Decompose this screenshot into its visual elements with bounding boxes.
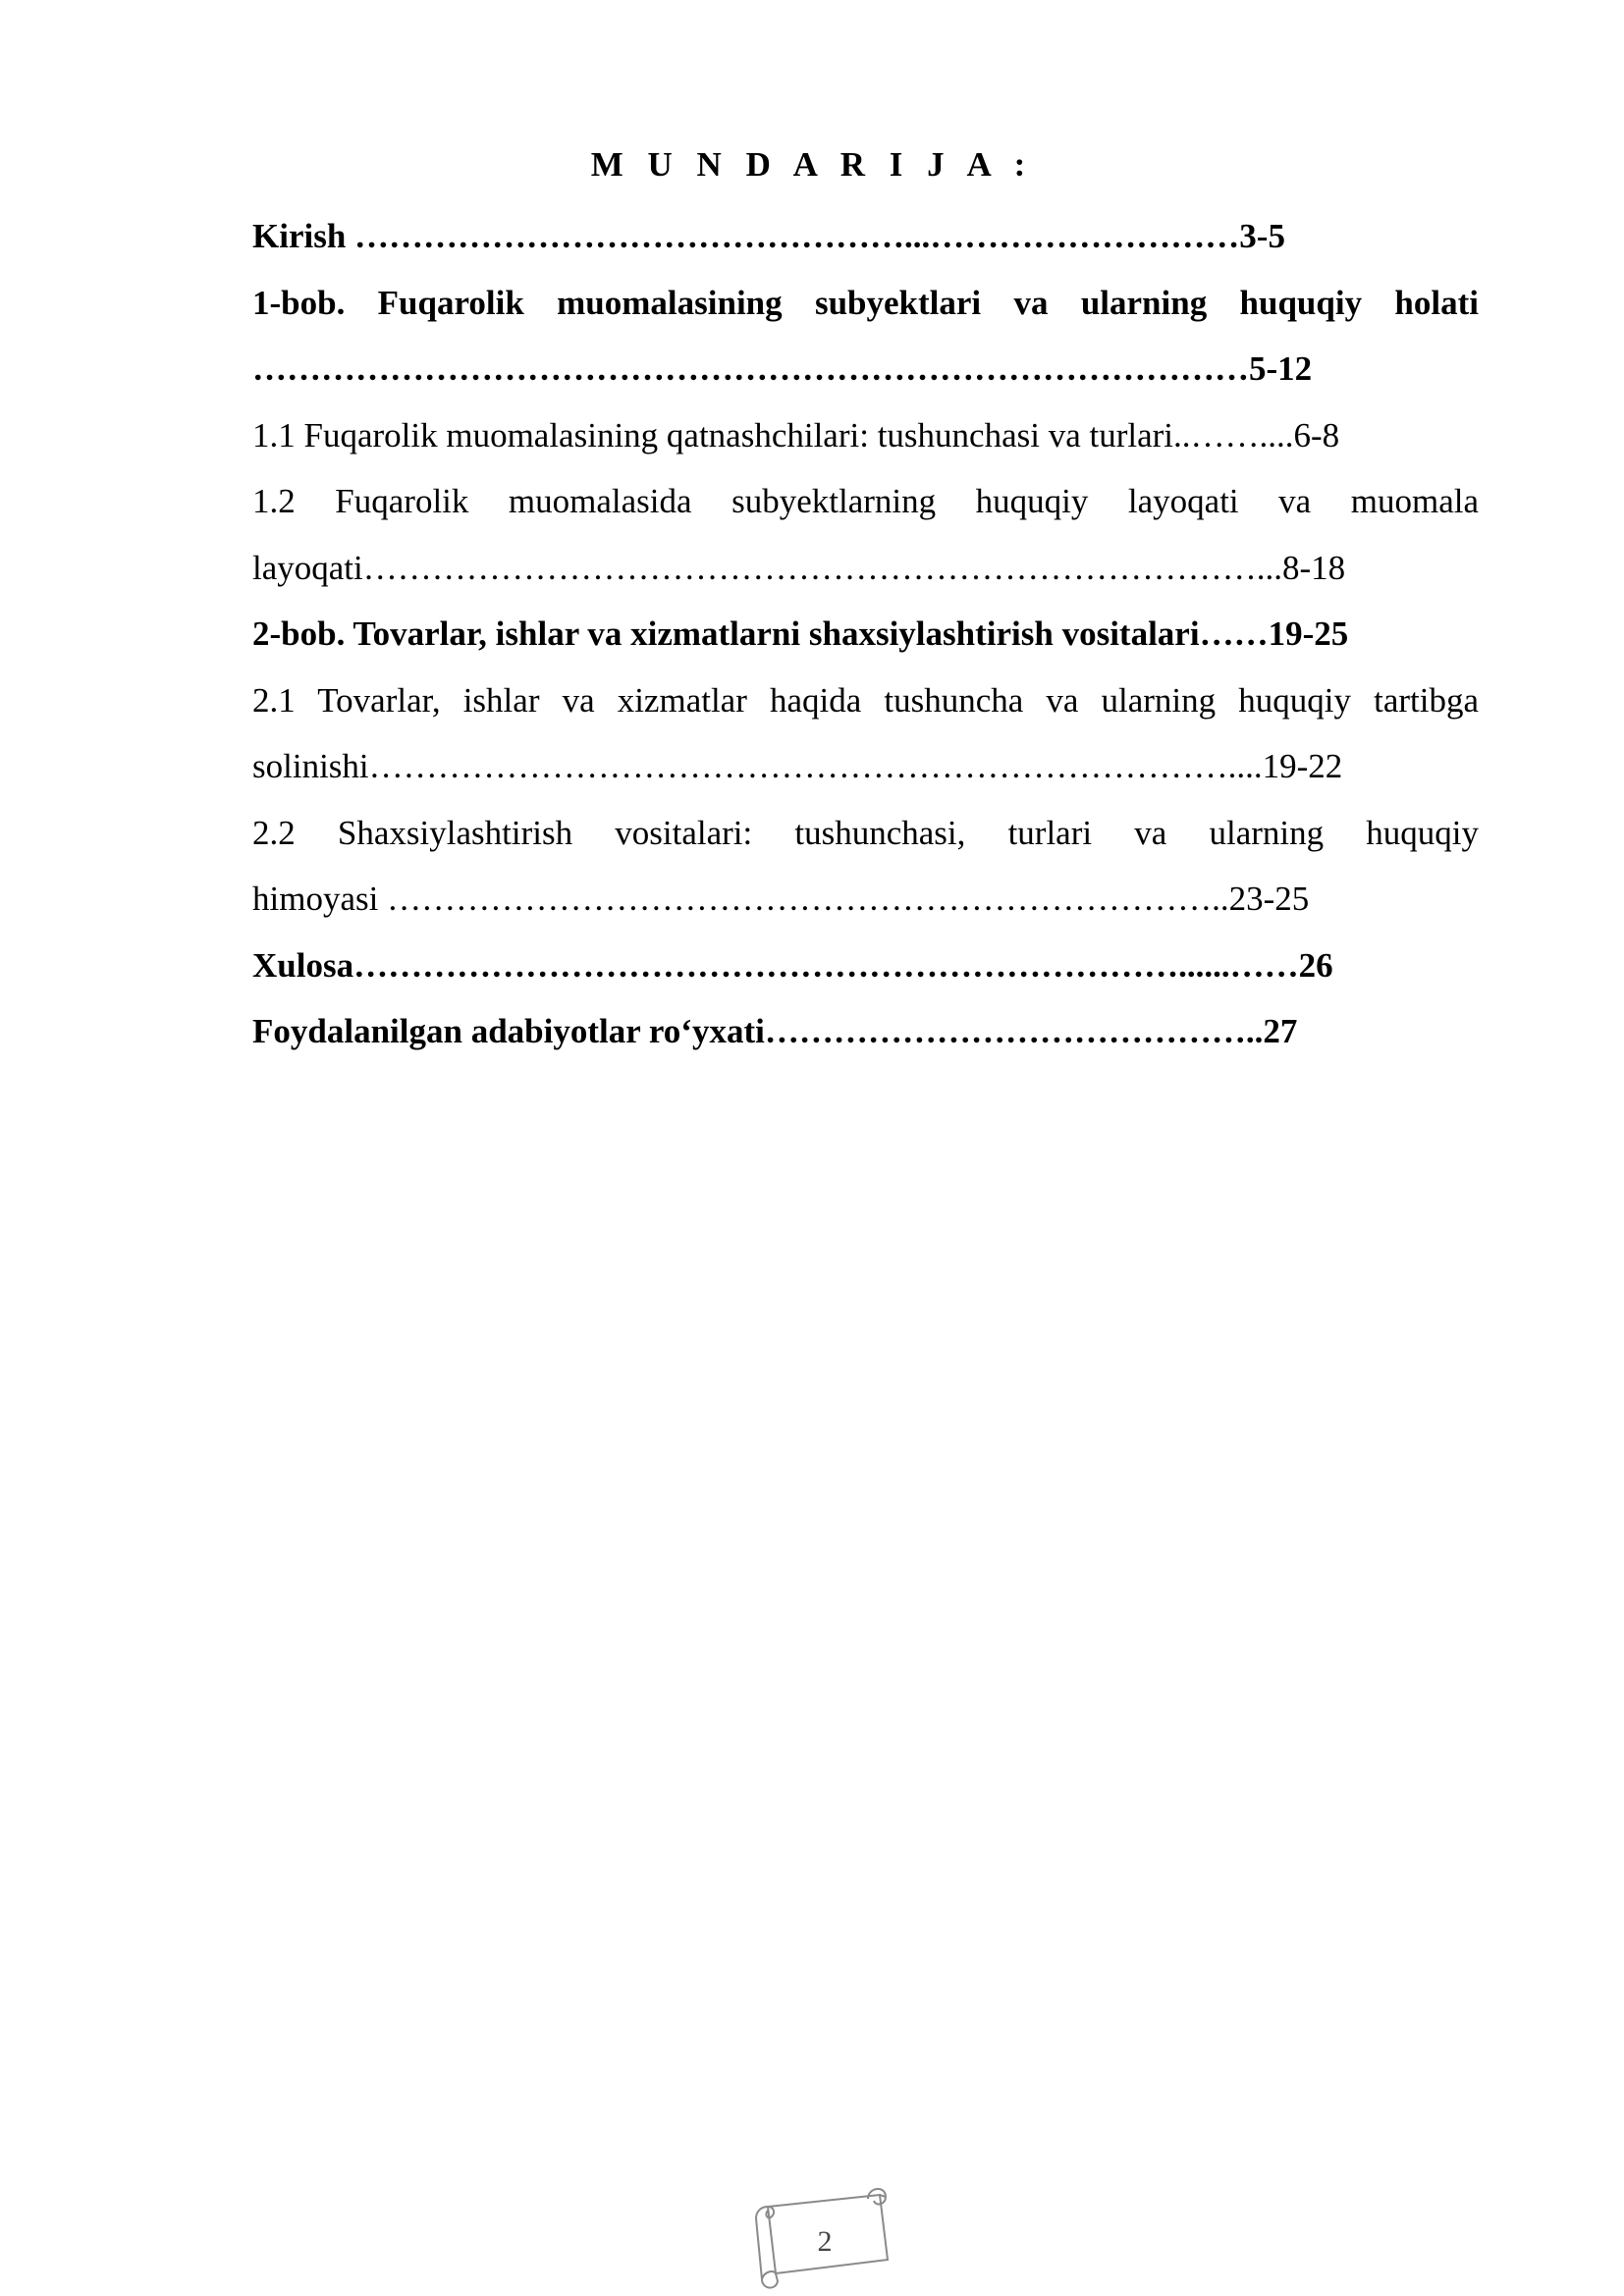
toc-entry-chapter-1: 1-bob. Fuqarolik muomalasining subyektlari va ularning huquqiy holati: [252, 283, 1479, 322]
toc-entry-kirish: Kirish …………………………………………...………………………3-5: [252, 217, 1285, 255]
toc-entry-section-1-1: 1.1 Fuqarolik muomalasining qatnashchilari: tushunchasi va turlari..……....6-8: [252, 415, 1340, 454]
toc-entry-section-2-1: 2.1 Tovarlar, ishlar va xizmatlar haqida tushuncha va ularning huquqiy tartibga: [252, 680, 1479, 720]
toc-entry-section-1-2-pages: layoqati……………………………………………………………………...8-18: [252, 548, 1346, 587]
toc-entry-section-2-1-pages: solinishi…………………………………………………………………....19-22: [252, 747, 1343, 785]
toc-entry-section-2-2: 2.2 Shaxsiylashtirish vositalari: tushunchasi, turlari va ularning huquqiy: [252, 813, 1479, 852]
page-title: M U N D A R I J A :: [590, 145, 1034, 184]
toc-entry-section-2-2-pages: himoyasi ………………………………………………………………..23-25: [252, 880, 1310, 918]
toc-entry-bibliography: Foydalanilgan adabiyotlar ro‘yxati……………………………………..27: [252, 1012, 1298, 1050]
table-of-contents: [252, 203, 1479, 1065]
toc-entry-chapter-2: 2-bob. Tovarlar, ishlar va xizmatlarni shaxsiylashtirish vositalari……19-25: [252, 614, 1349, 653]
toc-entry-chapter-1-pages: ……………………………………………………………………………5-12: [252, 349, 1313, 388]
toc-entry-section-1-2: 1.2 Fuqarolik muomalasida subyektlarning huquqiy layoqati va muomala: [252, 482, 1479, 520]
toc-entry-xulosa: Xulosa………………………………………………………………......……26: [252, 945, 1333, 985]
page-number: 2: [817, 2225, 833, 2258]
